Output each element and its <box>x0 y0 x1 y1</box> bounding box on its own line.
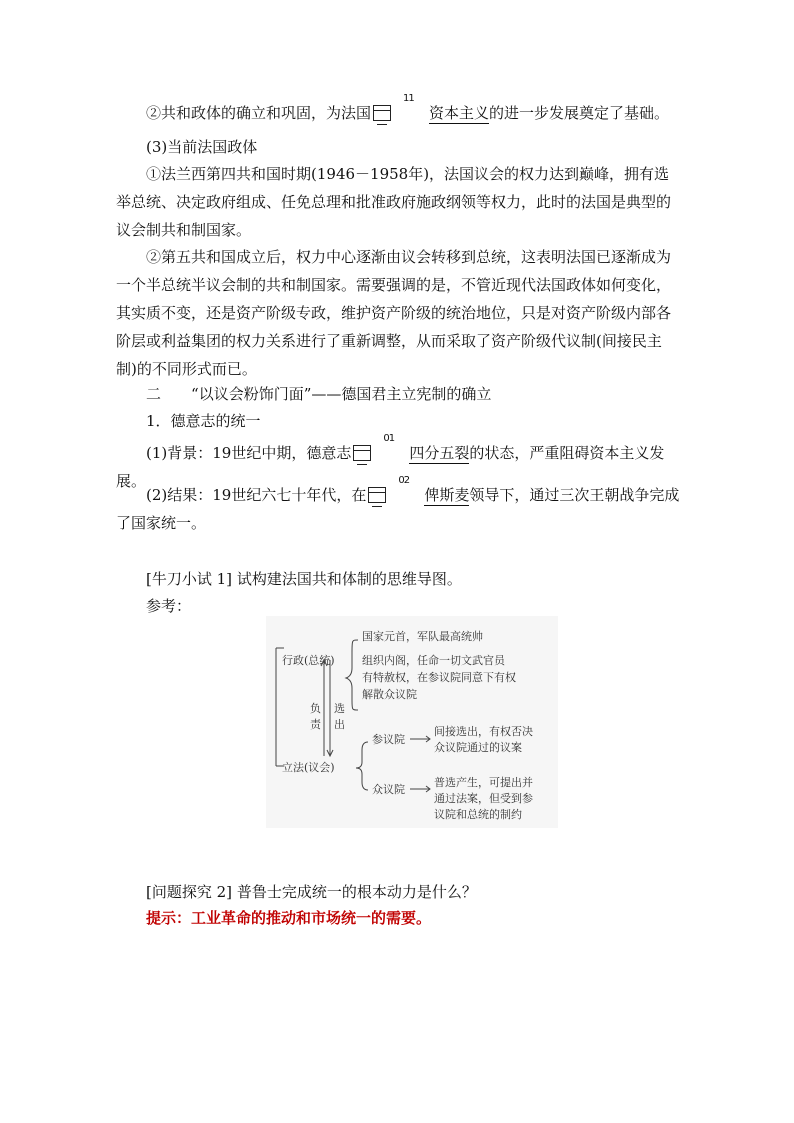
blank-box-icon <box>368 487 386 503</box>
exec-item-4: 解散众议院 <box>362 688 417 701</box>
answer-blank-11: 11 资本主义 <box>371 99 489 127</box>
exec-item-1: 国家元首，军队最高统帅 <box>362 630 483 643</box>
answer-blank-02: 02 俾斯麦 <box>366 481 469 509</box>
answer-capitalism: 资本主义 <box>429 104 490 122</box>
trial-question: [牛刀小试 1] 试构建法国共和体制的思维导图。 <box>146 570 462 588</box>
senate-desc-1: 间接选出，有权否决 <box>434 725 533 738</box>
node-senate: 参议院 <box>372 733 405 746</box>
house-desc-3: 议院和总统的制约 <box>434 808 522 821</box>
reference-label: 参考： <box>146 597 192 615</box>
answer-fragmented: 四分五裂 <box>409 444 470 462</box>
exec-item-2: 组织内阁，任命一切文武官员 <box>362 654 505 667</box>
section-two-heading: 二 “以议会粉饰门面”——德国君主立宪制的确立 <box>146 385 492 403</box>
node-house: 众议院 <box>372 783 405 796</box>
node-executive: 行政(总统) <box>282 654 335 667</box>
label-responsible-1: 负 <box>310 702 321 715</box>
mind-map-diagram <box>266 616 558 828</box>
house-desc-2: 通过法案，但受到参 <box>434 792 533 805</box>
answer-blank-01: 01 四分五裂 <box>351 439 469 467</box>
house-desc-1: 普选产生，可提出并 <box>434 776 533 789</box>
blank-box-icon <box>373 105 391 121</box>
heading-current-regime: (3)当前法国政体 <box>146 138 258 156</box>
exec-item-3: 有特赦权，在参议院同意下有权 <box>362 671 516 684</box>
para-fifth-republic: ②第五共和国成立后，权力中心逐渐由议会转移到总统，这表明法国已逐渐成为一个半总统半议会制的共和制国家。需要强调的是，不管近现代法国政体如何变化，其实质不变，还是资产阶级专政，维护资产阶级的统治地位，只是对资产阶级内部各阶层或利益集团的权力关系进行了重新调整，从而采取了资产阶级代议制(间接民主制)的不同形式而已。 <box>116 248 672 378</box>
label-elect-2: 出 <box>334 718 345 731</box>
label-elect-1: 选 <box>334 702 345 715</box>
para-republic-consolidation: ②共和政体的确立和巩固，为法国 11 资本主义的进一步发展奠定了基础。 <box>116 99 682 127</box>
subheading-german-unification: 1．德意志的统一 <box>146 412 261 430</box>
hint-answer: 提示：工业革命的推动和市场统一的需要。 <box>146 909 432 927</box>
para-result: (2)结果：19世纪六七十年代，在 02 俾斯麦领导下，通过三次王朝战争完成了国家统一。 <box>116 475 680 532</box>
answer-bismarck: 俾斯麦 <box>424 486 470 504</box>
para-fourth-republic: ①法兰西第四共和国时期(1946－1958年)，法国议会的权力达到巅峰，拥有选举总统、决定政府组成、任免总理和批准政府施政纲领等权力，此时的法国是典型的议会制共和制国家。 <box>116 165 672 239</box>
node-legislature: 立法(议会) <box>282 761 335 774</box>
label-responsible-2: 责 <box>310 718 321 731</box>
blank-box-icon <box>353 445 371 461</box>
para-background: (1)背景：19世纪中期，德意志 01 四分五裂的状态，严重阻碍资本主义发展。 <box>116 433 665 490</box>
senate-desc-2: 众议院通过的议案 <box>434 741 522 754</box>
explore-question: [问题探究 2] 普鲁士完成统一的根本动力是什么？ <box>146 883 477 901</box>
